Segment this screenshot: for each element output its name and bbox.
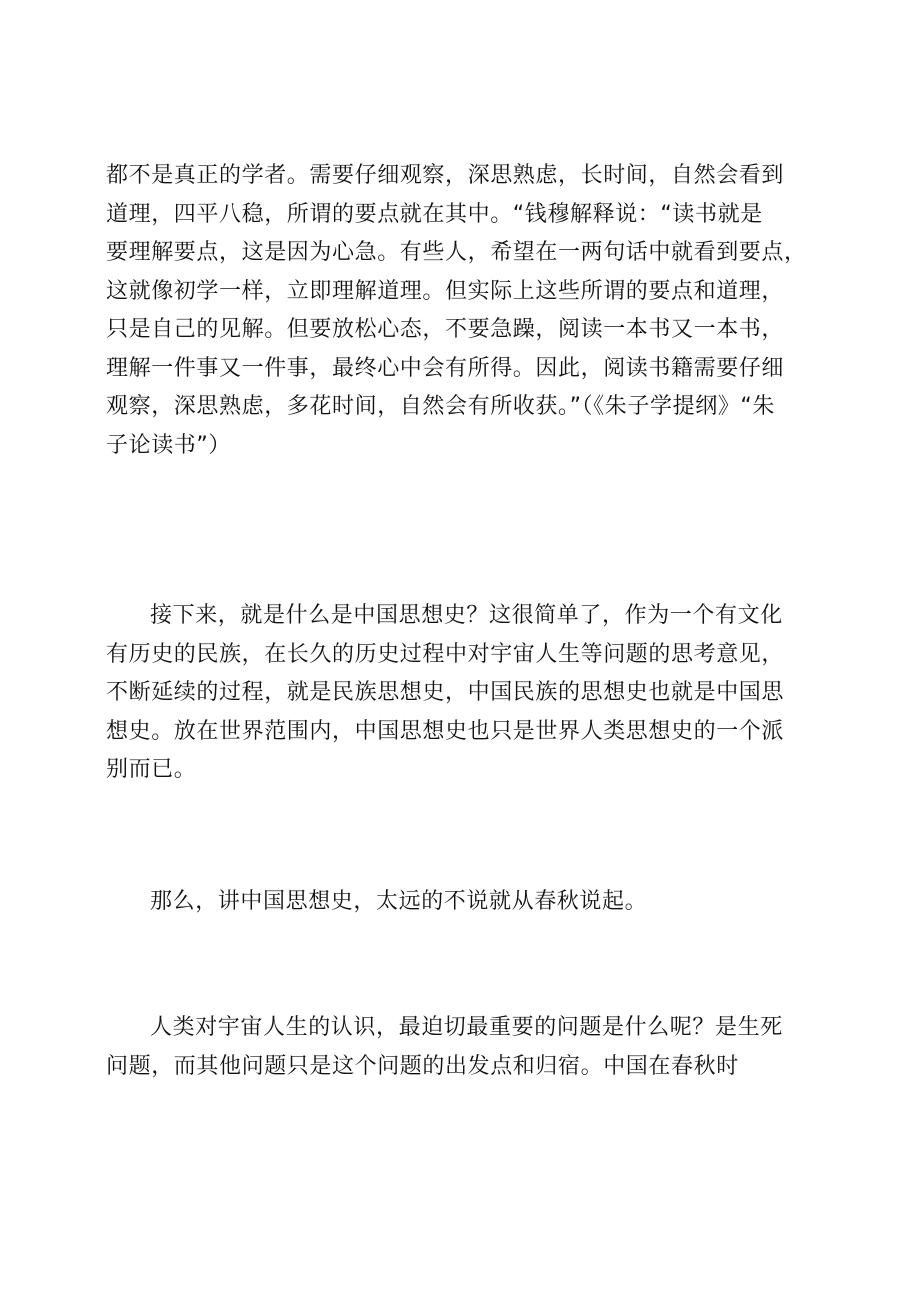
text-line: 要理解要点，这是因为心急。有些人，希望在一两句话中就看到要点，	[106, 240, 807, 265]
text-line: 这就像初学一样，立即理解道理。但实际上这些所谓的要点和道理，	[106, 278, 785, 304]
text-line: 有历史的民族，在长久的历史过程中对宇宙人生等问题的思考意见，	[106, 641, 785, 667]
text-line: 观察，深思熟虑，多花时间，自然会有所收获。”（《朱子学提纲》“朱	[106, 394, 775, 419]
paragraph-1	[106, 157, 816, 465]
paragraph-3	[106, 883, 816, 922]
text-line: 别而已。	[106, 757, 197, 782]
text-line: 理解一件事又一件事，最终心中会有所得。因此，阅读书籍需要仔细	[106, 355, 785, 381]
text-line: 道理，四平八稳，所谓的要点就在其中。“钱穆解释说：“读书就是	[106, 201, 763, 227]
text-line: 问题，而其他问题只是这个问题的出发点和归宿。中国在春秋时	[106, 1053, 739, 1079]
text-line: 那么，讲中国思想史，太远的不说就从春秋说起。	[150, 889, 648, 914]
text-line: 子论读书”）	[106, 432, 231, 458]
text-line: 都不是真正的学者。需要仔细观察，深思熟虑，长时间，自然会看到	[106, 163, 785, 188]
text-line: 人类对宇宙人生的认识，最迫切最重要的问题是什么呢？是生死	[150, 1015, 783, 1040]
paragraph-4	[106, 1009, 816, 1086]
text-line: 接下来，就是什么是中国思想史？这很简单了，作为一个有文化	[150, 603, 783, 628]
paragraph-2	[106, 597, 816, 790]
text-line: 想史。放在世界范围内，中国思想史也只是世界人类思想史的一个派	[106, 718, 785, 744]
text-line: 只是自己的见解。但要放松心态，不要急躁，阅读一本书又一本书，	[106, 317, 785, 342]
text-line: 不断延续的过程，就是民族思想史，中国民族的思想史也就是中国思	[106, 680, 785, 705]
